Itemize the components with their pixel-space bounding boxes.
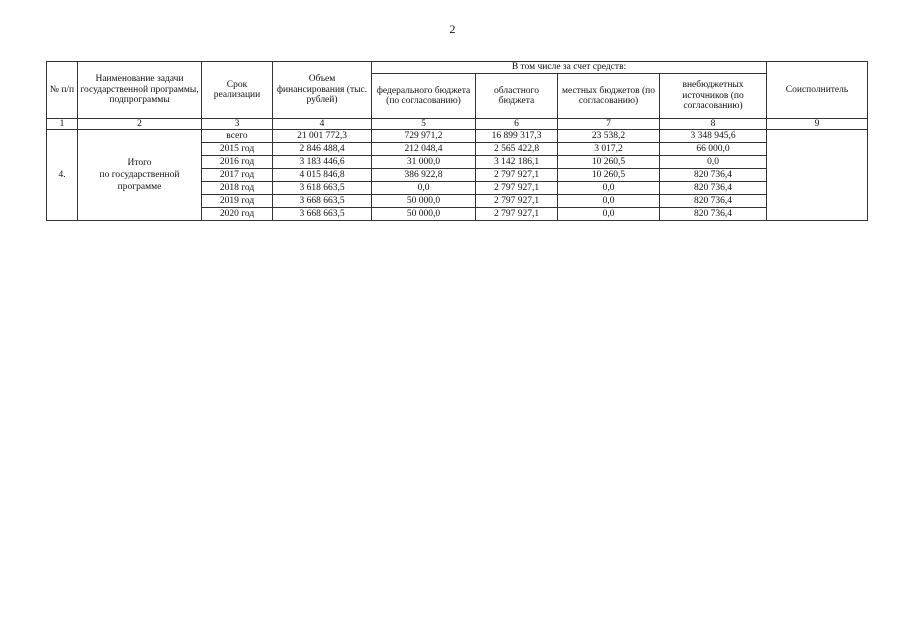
cell-regional: 3 142 186,1 [476, 156, 558, 169]
column-number: 4 [273, 119, 372, 130]
cell-total: 4 015 846,8 [273, 169, 372, 182]
cell-extra: 820 736,4 [660, 169, 767, 182]
table-row [47, 130, 868, 143]
task-name-line: по государственной [99, 170, 180, 180]
coexecutor-cell [767, 130, 868, 221]
cell-federal: 212 048,4 [372, 143, 476, 156]
cell-federal: 0,0 [372, 182, 476, 195]
task-name-line: программе [117, 182, 162, 192]
cell-regional: 2 797 927,1 [476, 195, 558, 208]
column-number: 5 [372, 119, 476, 130]
cell-federal: 50 000,0 [372, 208, 476, 221]
header-coexecutor: Соисполнитель [767, 62, 868, 119]
cell-period: 2019 год [202, 195, 273, 208]
cell-federal: 31 000,0 [372, 156, 476, 169]
cell-regional: 2 565 422,8 [476, 143, 558, 156]
cell-period: 2020 год [202, 208, 273, 221]
column-number: 1 [47, 119, 78, 130]
header-regional: областного бюджета [476, 74, 558, 119]
cell-extra: 66 000,0 [660, 143, 767, 156]
cell-local: 0,0 [558, 182, 660, 195]
cell-regional: 16 899 317,3 [476, 130, 558, 143]
cell-local: 3 017,2 [558, 143, 660, 156]
cell-regional: 2 797 927,1 [476, 208, 558, 221]
task-name [78, 130, 202, 221]
cell-total: 3 668 663,5 [273, 195, 372, 208]
cell-period: 2016 год [202, 156, 273, 169]
cell-federal: 386 922,8 [372, 169, 476, 182]
cell-total: 21 001 772,3 [273, 130, 372, 143]
header-period: Срок реализации [202, 62, 273, 119]
cell-extra: 820 736,4 [660, 195, 767, 208]
cell-total: 3 668 663,5 [273, 208, 372, 221]
cell-total: 3 618 663,5 [273, 182, 372, 195]
cell-extra: 820 736,4 [660, 182, 767, 195]
cell-regional: 2 797 927,1 [476, 169, 558, 182]
header-extra-budgetary: внебюджетных источников (по согласованию) [660, 74, 767, 119]
task-name-line: Итого [127, 158, 152, 168]
financing-table [46, 61, 868, 221]
header-local: местных бюджетов (по согласованию) [558, 74, 660, 119]
cell-extra: 3 348 945,6 [660, 130, 767, 143]
cell-local: 10 260,5 [558, 156, 660, 169]
cell-period: 2015 год [202, 143, 273, 156]
column-number: 9 [767, 119, 868, 130]
cell-regional: 2 797 927,1 [476, 182, 558, 195]
header-federal: федерального бюджета (по согласованию) [372, 74, 476, 119]
column-number: 6 [476, 119, 558, 130]
cell-federal: 729 971,2 [372, 130, 476, 143]
header-number: № п/п [47, 62, 78, 119]
column-number-row [47, 119, 868, 130]
column-number: 2 [78, 119, 202, 130]
cell-total: 2 846 488,4 [273, 143, 372, 156]
cell-total: 3 183 446,6 [273, 156, 372, 169]
page-number: 2 [449, 22, 456, 36]
cell-local: 0,0 [558, 195, 660, 208]
cell-period: всего [202, 130, 273, 143]
cell-local: 0,0 [558, 208, 660, 221]
cell-local: 23 538,2 [558, 130, 660, 143]
header-task-name: Наименование задачи государственной программы, подпрограммы [78, 62, 202, 119]
row-index: 4. [47, 130, 78, 221]
cell-period: 2018 год [202, 182, 273, 195]
cell-extra: 820 736,4 [660, 208, 767, 221]
cell-extra: 0,0 [660, 156, 767, 169]
column-number: 3 [202, 119, 273, 130]
cell-period: 2017 год [202, 169, 273, 182]
column-number: 8 [660, 119, 767, 130]
cell-local: 10 260,5 [558, 169, 660, 182]
column-number: 7 [558, 119, 660, 130]
cell-federal: 50 000,0 [372, 195, 476, 208]
header-funding-sources: В том числе за счет средств: [372, 62, 767, 74]
header-total-financing: Объем финансирования (тыс. рублей) [273, 62, 372, 119]
